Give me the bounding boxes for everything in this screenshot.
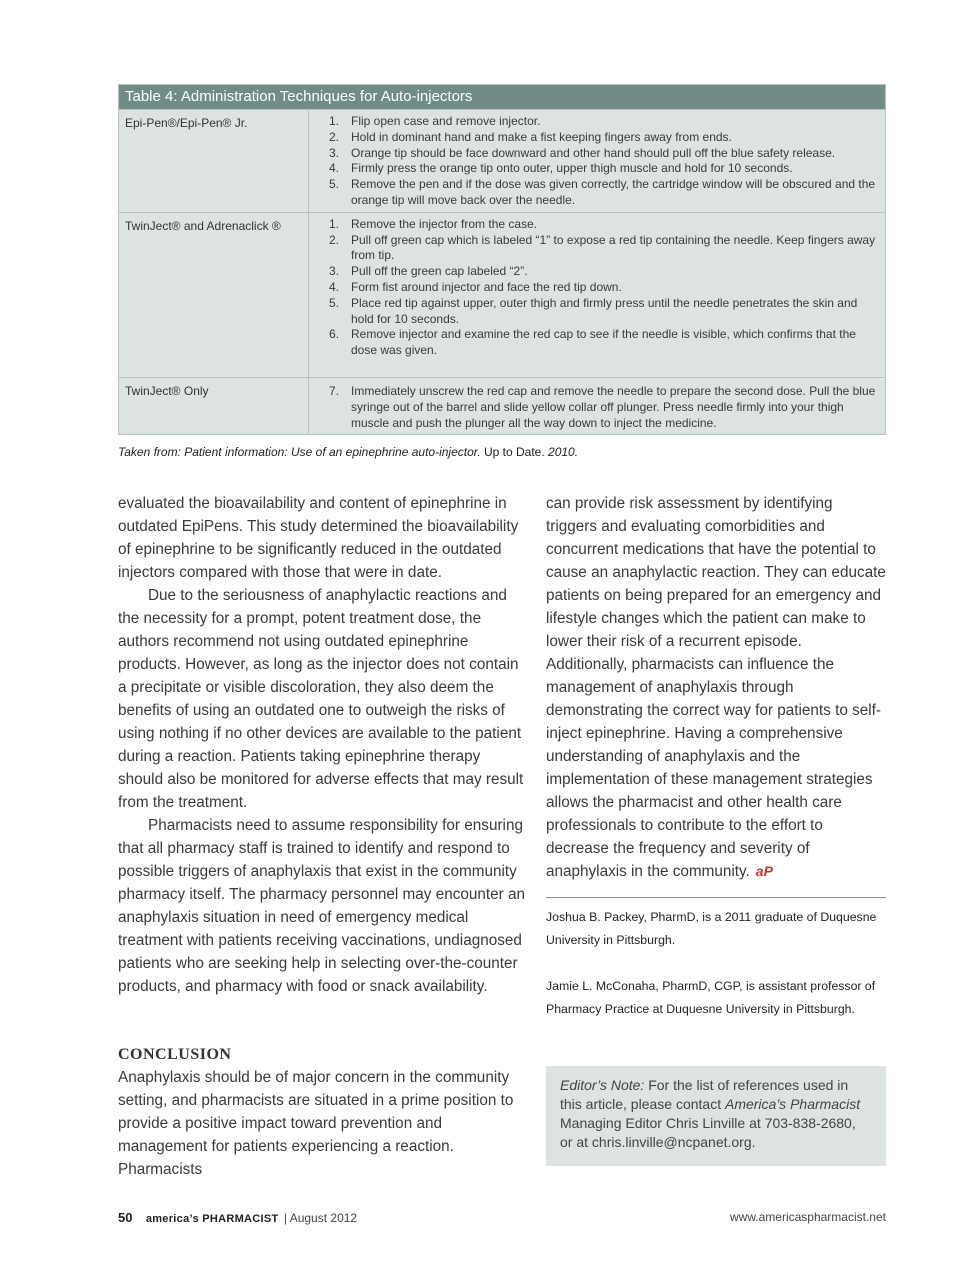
page-number: 50 <box>118 1210 133 1225</box>
step-number: 2. <box>328 129 339 144</box>
step-number: 3. <box>328 145 339 160</box>
caption-year: 2010. <box>544 445 579 459</box>
caption-source: Up to Date. <box>480 445 545 459</box>
editor-note-label: Editor’s Note: <box>560 1077 645 1093</box>
body-paragraph: Pharmacists need to assume responsibility for ensuring that all pharmacy staff is trained to identify and respond to possible triggers of anaphylaxis that exist in the community pharmacy itself. The pharmacy personnel may encounter an anaphylaxis situation in need of emergency medical treatment with patients receiving vaccinations, undiagnosed patients who are seeking help in selecting over-the-counter products, and pharmacy with food or snack availability. <box>118 817 525 995</box>
step-item <box>309 114 877 130</box>
table-row <box>119 212 885 377</box>
magazine-name: America’s Pharmacist <box>724 1096 861 1112</box>
conclusion-paragraph: Anaphylaxis should be of major concern in the community setting, and pharmacists are situated in a prime position to provide a positive impact toward prevention and management for patients experiencing a reaction. Pharmacists <box>118 1069 514 1178</box>
step-text: Orange tip should be face downward and other hand should pull off the blue safety release. <box>351 145 836 160</box>
step-item <box>309 177 877 209</box>
step-item <box>309 161 877 177</box>
step-item <box>309 296 877 328</box>
step-item <box>309 130 877 146</box>
step-item <box>309 384 877 431</box>
step-number: 5. <box>328 177 339 192</box>
step-text: Pull off the green cap labeled “2”. <box>351 264 528 279</box>
step-list <box>309 378 885 434</box>
step-item <box>309 327 877 359</box>
author-bio: Joshua B. Packey, PharmD, is a 2011 graduate of Duquesne University in Pittsburgh. <box>546 910 877 947</box>
device-name: TwinJect® Only <box>119 378 309 434</box>
caption-title: Taken from: Patient information: Use of an epinephrine auto-injector. <box>118 445 481 459</box>
step-number: 7. <box>328 383 339 398</box>
table-caption <box>118 445 886 459</box>
conclusion-heading: CONCLUSION <box>118 1046 232 1063</box>
step-number: 4. <box>328 279 339 294</box>
website-link[interactable]: www.americaspharmacist.net <box>729 1210 886 1224</box>
step-item <box>309 146 877 162</box>
body-paragraph <box>546 492 886 883</box>
step-text: Flip open case and remove injector. <box>351 114 541 128</box>
step-item <box>309 264 877 280</box>
page-footer <box>118 1210 886 1228</box>
table-row <box>119 377 885 434</box>
administration-table <box>118 84 886 435</box>
step-text: Hold in dominant hand and make a fist keeping fingers away from ends. <box>351 129 732 144</box>
body-text: can provide risk assessment by identifying triggers and evaluating comorbidities and concurrent medications that have the potential to cause an anaphylactic reaction. They can educate patients on being prepared for an emergency and lifestyle changes which the patient can make to lower their risk of a recurrent episode. Additionally, pharmacists can influence the management of anaphylaxis through demonstrating the correct way for patients to self-inject epinephrine. Having a comprehensive understanding of anaphylaxis and the implementation of these management strategies allows the pharmacist and other health care professionals to contribute to the effort to decrease the frequency and severity of anaphylaxis in the community. <box>546 495 886 880</box>
step-number: 1. <box>328 216 339 231</box>
step-text: Remove injector and examine the red cap to see if the needle is visible, which confirms that the dose was given. <box>351 327 856 358</box>
editor-note-text: For the list of references used in this article, please contact <box>560 1077 849 1112</box>
step-list <box>309 213 885 377</box>
left-column <box>118 492 528 998</box>
table-row <box>119 109 885 212</box>
right-column <box>546 492 886 883</box>
editor-note-contact: Managing Editor Chris Linville at 703-838-2680, or at chris.linville@ncpanet.org. <box>560 1115 856 1150</box>
step-item <box>309 233 877 265</box>
step-number: 5. <box>328 295 339 310</box>
magazine-logo: america’s PHARMACIST <box>145 1213 279 1225</box>
author-bio: Jamie L. McConaha, PharmD, CGP, is assistant professor of Pharmacy Practice at Duquesne University in Pittsburgh. <box>546 979 876 1016</box>
step-text: Remove the injector from the case. <box>351 216 538 231</box>
step-number: 1. <box>328 114 339 128</box>
device-name: TwinJect® and Adrenaclick ® <box>119 213 309 377</box>
table-title: Table 4: Administration Techniques for Auto-injectors <box>119 85 885 109</box>
step-text: Firmly press the orange tip onto outer, upper thigh muscle and hold for 10 seconds. <box>351 161 793 176</box>
device-name: Epi-Pen®/Epi-Pen® Jr. <box>119 110 309 212</box>
body-paragraph: Due to the seriousness of anaphylactic reactions and the necessity for a prompt, potent treatment dose, the authors recommend not using outdated epinephrine products. However, as long as the injector does not contain a precipitate or visible discoloration, they also deem the benefits of using an outdated one to outweigh the risks of using nothing if no other devices are available to the patient during a reaction. Patients taking epinephrine therapy should also be monitored for adverse effects that may result from the treatment. <box>118 587 524 811</box>
step-text: Pull off green cap which is labeled “1” to expose a red tip containing the needle. Keep fingers away from tip. <box>351 232 876 263</box>
step-number: 6. <box>328 327 339 342</box>
author-divider <box>546 897 886 898</box>
editor-note-box <box>546 1066 886 1166</box>
step-text: Place red tip against upper, outer thigh and firmly press until the needle penetrates the skin and hold for 10 seconds. <box>351 295 858 326</box>
step-text: Remove the pen and if the dose was given correctly, the cartridge window will be obscured and the orange tip will move back over the needle. <box>351 177 876 207</box>
step-list <box>309 110 885 212</box>
conclusion-section <box>118 1043 528 1181</box>
step-text: Form fist around injector and face the red tip down. <box>351 279 622 294</box>
end-mark-icon: aP <box>755 863 773 879</box>
body-paragraph: evaluated the bioavailability and content of epinephrine in outdated EpiPens. This study determined the bioavailability of epinephrine to be significantly reduced in the outdated injectors compared with those that were in date. <box>118 495 519 581</box>
step-number: 3. <box>328 264 339 279</box>
step-item <box>309 217 877 233</box>
step-number: 2. <box>328 232 339 247</box>
step-text: Immediately unscrew the red cap and remove the needle to prepare the second dose. Pull the blue syringe out of the barrel and slide yellow collar off plunger. Press needle firmly into your thigh muscle and push the plunger all the way down to inject the medicine. <box>351 383 876 430</box>
step-item <box>309 280 877 296</box>
step-number: 4. <box>328 161 339 176</box>
issue-date: | August 2012 <box>283 1211 358 1225</box>
